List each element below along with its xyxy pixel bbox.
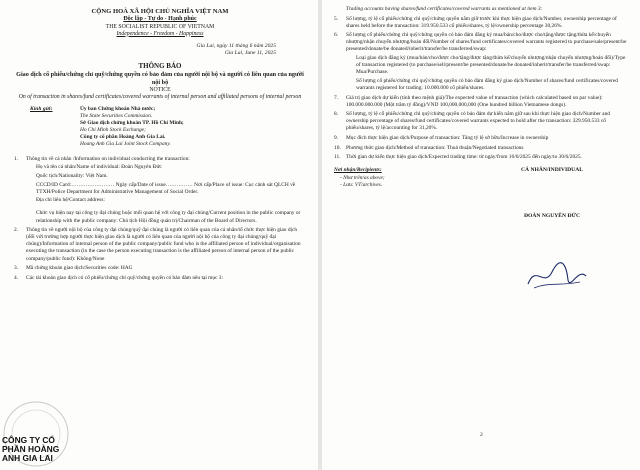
header-line-4: Independence - Freedom - Happiness — [116, 30, 204, 37]
header-line-2: Độc lập - Tự do - Hạnh phúc — [123, 16, 197, 22]
seal-line-2: PHẦN HOÀNG — [2, 444, 60, 455]
item-4: 4. Các tài khoản giao dịch có cổ phiếu/chứng chỉ quỹ/chứng quyền có bảo đảm nêu tại mục 3: — [14, 275, 306, 282]
recipients-block — [14, 106, 306, 149]
signer-title: CÁ NHÂN/INDIVIDUAL — [520, 167, 583, 174]
item-4-text: Các tài khoản giao dịch có cổ phiếu/chứng chỉ quỹ/chứng quyền có bảo đảm nêu tại mục 3: — [26, 274, 224, 281]
date-en: Gia Lai, June 11, 2025 — [224, 50, 276, 57]
item-9: 9. Mục đích thực hiện giao dịch/Purpose of transaction: Tăng tỷ lệ sở hữu/Increase in ownership — [334, 135, 630, 142]
item-11-text: Thời gian dự kiến thực hiện giao dịch/Expected trading time: từ ngày/from 16/6/2025 đến ngày/to 30/6/2025. — [346, 154, 582, 161]
item-1: 1. Thông tin về cá nhân /Information on individual conducting the transaction: Họ và tên cá nhân/Name of individual: Đoàn Nguyên Đức Quốc tịch/Nationality: Việt Nam. CCCD/ID Card:…………………… Ngày cấp/Date of issue…………… Nơi cấp/Place of issue: Cục cảnh sát QLCH về TTXH/Police Department for Administrative Management of Social Order. Địa chỉ liên hệ/Contact address: Chức vụ hiện nay tại công ty đại chúng hoặc mối quan hệ với công ty đại chúng/Current position in the public company or relationship with the public company: Chủ tịch Hội đồng quản trị/Chairman of the Board of Directors. — [14, 156, 306, 225]
item-7-text: Giá trị giao dịch dự kiến (tính theo mệnh giá)/The expected value of transaction (which calculated based on par value): 100.000.000.000 (Một trăm tỷ đồng)/VND 100,000,000,000 (One hundred billion Vietnamese dongs). — [346, 94, 603, 108]
recipient-1-vi: Ủy ban Chứng khoán Nhà nước; — [80, 105, 156, 112]
item-1-address: Địa chỉ liên hệ/Contact address: — [36, 197, 105, 204]
page-2 — [322, 0, 640, 470]
item-7: 7. Giá trị giao dịch dự kiến (tính theo mệnh giá)/The expected value of transaction (which calculated based on par value): 100.000.000.000 (Một trăm tỷ đồng)/VND 100,000,000,000 (One hundred billion Vietnamese dongs). — [334, 95, 630, 109]
item-6-quantity: Số lượng cổ phiếu/chứng chỉ quỹ/chứng quyền có bảo đảm đăng ký giao dịch/Number of shares/fund certificates/covered warrants registered for trading: 10.000.000 cổ phiếu/shares. — [356, 77, 618, 91]
notice-subtitle-vi: Giao dịch cổ phiếu/chứng chỉ quỹ/chứng quyền có bảo đảm của người nội bộ và người có liên quan của người nội bộ — [16, 70, 304, 86]
recipient-2-en: Ho Chi Minh Stock Exchange; — [80, 127, 146, 134]
item-3: 3. Mã chứng khoán giao dịch/Securities code: HAG — [14, 265, 306, 272]
item-8: 8. Số lượng, tỷ lệ cổ phiếu/chứng chỉ quỹ/chứng quyền có bảo đảm dự kiến nắm giữ sau khi thực hiện giao dịch/Number and ownership percentage of shares/fund certificates/covered warrants expected to hold after the transaction: 329.950.533 cổ phiếu/shares, tỷ lệ/accounting for 31,20%. — [334, 111, 630, 132]
recipient-3-vi: Công ty cổ phần Hoàng Anh Gia Lai. — [80, 134, 166, 141]
notice-subtitle-en: On of transaction in shares/fund certificates/covered warrants of internal person and affiliated persons of internal person — [18, 93, 302, 100]
recipient-1-en: The State Securities Commission. — [80, 112, 153, 119]
item-10: 10. Phương thức giao dịch/Method of transaction: Thoả thuận/Negotiated transactions — [334, 145, 630, 152]
item-1-id: CCCD/ID Card:…………………… Ngày cấp/Date of issue…………… Nơi cấp/Place of issue: Cục cảnh sát QLCH về TTXH/Police Department for Administrative Management of Social Order. — [36, 181, 296, 195]
item-1-nationality: Quốc tịch/Nationality: Việt Nam. — [36, 173, 108, 180]
item-2-text: Thông tin về người nội bộ của công ty đại chúng/quỹ đại chúng là người có liên quan của cá nhân/tổ chức thực hiện giao dịch (đối với trường hợp người thực hiện giao dịch là người có liên quan của người nội bộ của công ty đại chúng/quỹ đại chúng)/Information of internal person of the public company/public fund who is the affiliated person of individual/organisation executing the transaction (in the case the person executing transaction is the affiliated person of internal person of the public company/public fund): Không/None — [26, 227, 301, 262]
notice-title: THÔNG BÁO — [138, 62, 182, 71]
item-8-text: Số lượng, tỷ lệ cổ phiếu/chứng chỉ quỹ/chứng quyền có bảo đảm dự kiến nắm giữ sau khi thực hiện giao dịch/Number and ownership percentage of shares/fund certificates/covered warrants expected to hold after the transaction: 329.950.533 cổ phiếu/shares, tỷ lệ/accounting for 31,20%. — [346, 111, 610, 132]
date-vi: Gia Lai, ngày 11 tháng 6 năm 2025 — [196, 42, 276, 49]
item-3-text: Mã chứng khoán giao dịch/Securities code: HAG — [26, 265, 133, 272]
header-line-1: CỘNG HOÀ XÃ HỘI CHỦ NGHĨA VIỆT NAM — [91, 8, 229, 15]
page-number: 2 — [480, 432, 483, 438]
seal-line-3: ANH GIA LAI — [2, 453, 53, 464]
signature-image — [522, 258, 592, 296]
item-1-position: Chức vụ hiện nay tại công ty đại chúng hoặc mối quan hệ với công ty đại chúng/Current position in the public company or relationship with the public company: Chủ tịch Hội đồng quản trị/Chairman of the Board of Directors. — [36, 210, 301, 224]
notice-title-en: NOTICE — [149, 86, 171, 93]
item-10-text: Phương thức giao dịch/Method of transaction: Thoả thuận/Negotiated transactions — [346, 144, 524, 151]
item-5-text: Số lượng, tỷ lệ cổ phiếu/chứng chỉ quỹ/chứng quyền nắm giữ trước khi thực hiện giao dịch/Number, ownership percentage of shares held before the transaction: 319.950.533 cổ phiếu/shares, tỷ lệ/ownership percentage 30,26%. — [346, 15, 617, 29]
item-2: 2. Thông tin về người nội bộ của công ty đại chúng/quỹ đại chúng là người có liên quan của cá nhân/tổ chức thực hiện giao dịch (đối với trường hợp người thực hiện giao dịch là người có liên quan của người nội bộ của công ty đại chúng/quỹ đại chúng)/Information of internal person of the public company/public fund who is the affiliated person of individual/organisation executing the transaction (in the case the person executing transaction is the affiliated person of internal person of the public company/public fund): Không/None — [14, 227, 306, 262]
item-11: 11. Thời gian dự kiến thực hiện giao dịch/Expected trading time: từ ngày/from 16/6/2025 đến ngày/to 30/6/2025. — [334, 154, 630, 161]
item-6: 6. Số lượng cổ phiếu/chứng chỉ quỹ/chứng quyền có bảo đảm đăng ký mua/bán/cho/được cho/tặng/được tặng/thừa kế/chuyển nhượng/nhận chuyển nhượng/hoán đổi/Number of shares/fund certificates/covered warrants registered to purchase/sale/present/be presented/donate/be donated/inherit/transfer/be transferred/swap: Loại giao dịch đăng ký (mua/bán/cho/được cho/tặng/được tặng/thừa kế/chuyển nhượng/nhận chuyển nhượng/hoán đổi)/Type of transaction registered (to purchase/sell/present/be presented/donate/be donated/inherit/transfer/be transferred/swap: Mua/Purchase. Số lượng cổ phiếu/chứng chỉ quỹ/chứng quyền có bảo đảm đăng ký giao dịch/Number of shares/fund certificates/covered warrants registered for trading: 10.000.000 cổ phiếu/shares. — [334, 32, 630, 92]
item-9-text: Mục đích thực hiện giao dịch/Purpose of transaction: Tăng tỷ lệ sở hữu/Increase in ownership — [346, 135, 549, 141]
item-6-text: Số lượng cổ phiếu/chứng chỉ quỹ/chứng quyền có bảo đảm đăng ký mua/bán/cho/được cho/tặng/được tặng/thừa kế/chuyển nhượng/nhận chuyển nhượng/hoán đổi/Number of shares/fund certificates/covered warrants registered to purchase/sale/present/be presented/donate/be donated/inherit/transfer/be transferred/swap: — [346, 32, 627, 53]
item-5: 5. Số lượng, tỷ lệ cổ phiếu/chứng chỉ quỹ/chứng quyền nắm giữ trước khi thực hiện giao dịch/Number, ownership percentage of shares held before the transaction: 319.950.533 cổ phiếu/shares, tỷ lệ/ownership percentage 30,26%. — [334, 16, 630, 30]
recipient-2-vi: Sở Giao dịch chứng khoán TP. Hồ Chí Minh; — [80, 120, 184, 126]
recipient-3-en: Hoang Anh Gia Lai Joint Stock Company. — [80, 141, 171, 148]
closing-block — [334, 167, 630, 218]
national-header — [14, 8, 306, 38]
recipient-archives: - Lưu: VT/archives. — [340, 181, 383, 188]
seal-line-1: CÔNG TY CỔ — [2, 435, 55, 445]
kinh-gui-label: Kính gửi: — [30, 105, 53, 112]
item-1-name: Họ và tên cá nhân/Name of individual: Đoàn Nguyên Đức — [36, 164, 162, 171]
item-6-type: Loại giao dịch đăng ký (mua/bán/cho/được cho/tặng/được tặng/thừa kế/chuyển nhượng/nhận chuyển nhượng/hoán đổi)/Type of transaction registered (to purchase/sell/present/be presented/donate/be donated/inherit/transfer/be transferred/swap: Mua/Purchase. — [356, 55, 626, 76]
item-1-title: Thông tin về cá nhân /Information on individual conducting the transaction: — [26, 155, 190, 162]
header-line-3: THE SOCIALIST REPUBLIC OF VIETNAM — [105, 23, 215, 30]
recipients-label: Nơi nhận/Recipients: — [334, 167, 382, 174]
company-seal-text — [2, 436, 59, 464]
item-4-continued: Trading accounts having shares/fund certificates/covered warrants as mentioned at item 3: — [346, 6, 543, 12]
signer-name: ĐOÀN NGUYÊN ĐỨC — [523, 212, 581, 219]
recipient-as-above: - Như trên/as above; — [340, 174, 385, 181]
